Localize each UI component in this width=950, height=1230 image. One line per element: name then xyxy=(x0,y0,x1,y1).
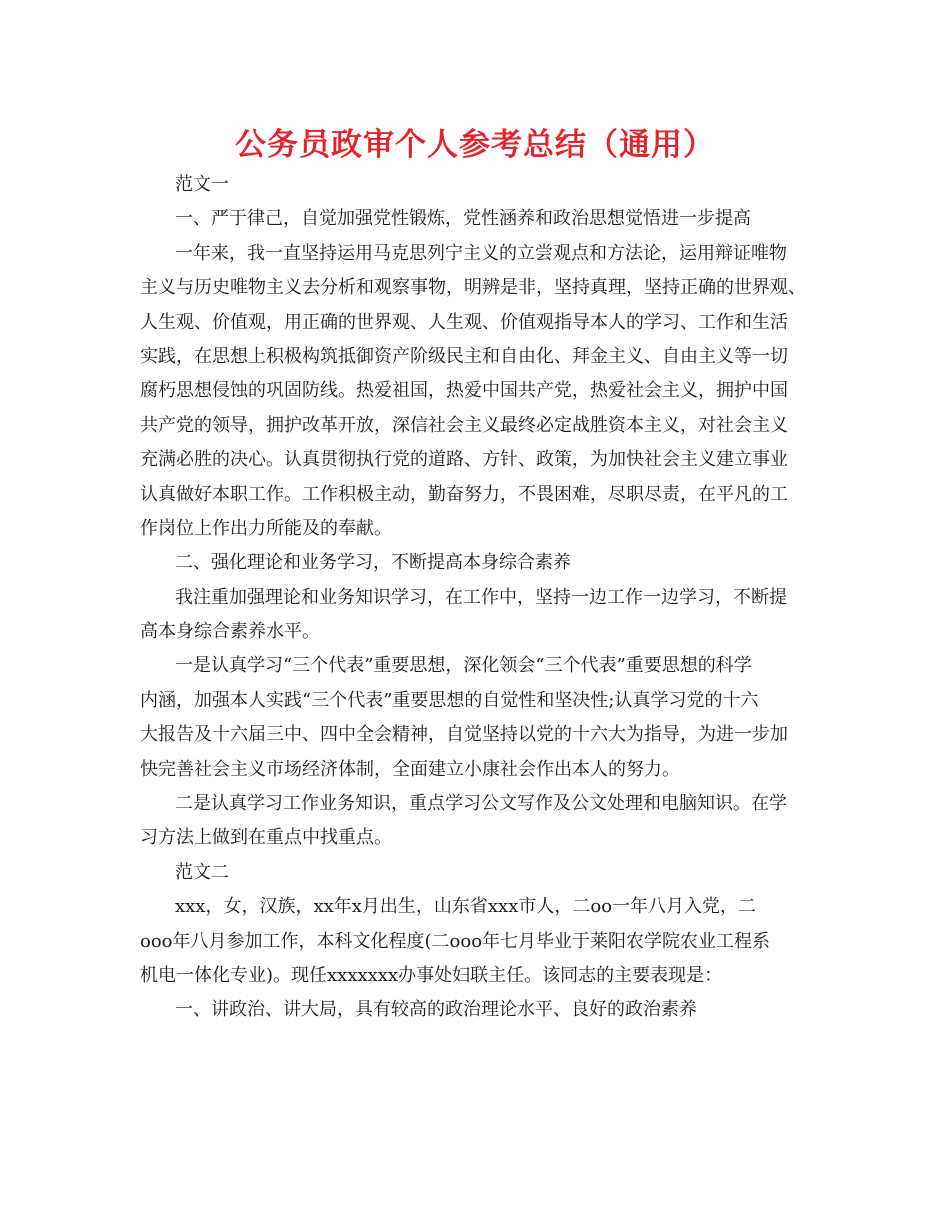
text-line: 一、严于律己，自觉加强党性锻炼，党性涵养和政治思想觉悟进一步提高 xyxy=(175,208,751,230)
text-line: 我注重加强理论和业务知识学习，在工作中，坚持一边工作一边学习，不断提 xyxy=(175,586,787,608)
text-line: 一、讲政治、讲大局，具有较高的政治理论水平、良好的政治素养 xyxy=(175,999,697,1021)
text-line: 二是认真学习工作业务知识，重点学习公文写作及公文处理和电脑知识。在学 xyxy=(175,793,787,815)
text-line: 范文二 xyxy=(175,861,229,883)
text-line: 习方法上做到在重点中找重点。 xyxy=(140,827,392,849)
text-line: 高本身综合素养水平。 xyxy=(140,621,320,643)
text-line: 认真做好本职工作。工作积极主动，勤奋努力，不畏困难，尽职尽责，在平凡的工 xyxy=(140,483,788,505)
text-line: 主义与历史唯物主义去分析和观察事物，明辨是非，坚持真理，坚持正确的世界观、 xyxy=(140,277,806,299)
document-title: 公务员政审个人参考总结（通用） xyxy=(235,127,715,163)
text-line: 一年来，我一直坚持运用马克思列宁主义的立尝观点和方法论，运用辩证唯物 xyxy=(175,242,787,264)
document-body xyxy=(140,168,830,1028)
text-line: 范文一 xyxy=(175,174,229,195)
text-line: 人生观、价值观，用正确的世界观、人生观、价值观指导本人的学习、工作和生活 xyxy=(140,311,788,333)
text-line: 机电一体化专业)。现任xxxxxxx办事处妇联主任。该同志的主要表现是： xyxy=(140,964,723,986)
text-line: 共产党的领导，拥护改革开放，深信社会主义最终必定战胜资本主义，对社会主义 xyxy=(140,414,788,436)
text-line: 内涵，加强本人实践“三个代表”重要思想的自觉性和坚决性;认真学习党的十六 xyxy=(140,689,759,711)
text-line: 腐朽思想侵蚀的巩固防线。热爱祖国，热爱中国共产党，热爱社会主义，拥护中国 xyxy=(140,380,788,402)
text-line: 充满必胜的决心。认真贯彻执行党的道路、方针、政策，为加快社会主义建立事业 xyxy=(140,449,788,471)
text-line: 实践，在思想上积极构筑抵御资产阶级民主和自由化、拜金主义、自由主义等一切 xyxy=(140,345,788,367)
text-line: 作岗位上作出力所能及的奉献。 xyxy=(140,517,392,539)
text-line: 快完善社会主义市场经济体制，全面建立小康社会作出本人的努力。 xyxy=(140,758,680,780)
text-line: ooo年八月参加工作，本科文化程度(二ooo年七月毕业于莱阳农学院农业工程系 xyxy=(140,930,771,952)
text-line: xxx，女，汉族，xx年x月出生，山东省xxx市人，二oo一年八月入党，二 xyxy=(175,896,757,918)
text-line: 二、强化理论和业务学习，不断提高本身综合素养 xyxy=(175,552,571,574)
text-line: 一是认真学习“三个代表”重要思想，深化领会“三个代表”重要思想的科学 xyxy=(175,655,752,677)
text-line: 大报告及十六届三中、四中全会精神，自觉坚持以党的十六大为指导，为进一步加 xyxy=(140,724,788,746)
